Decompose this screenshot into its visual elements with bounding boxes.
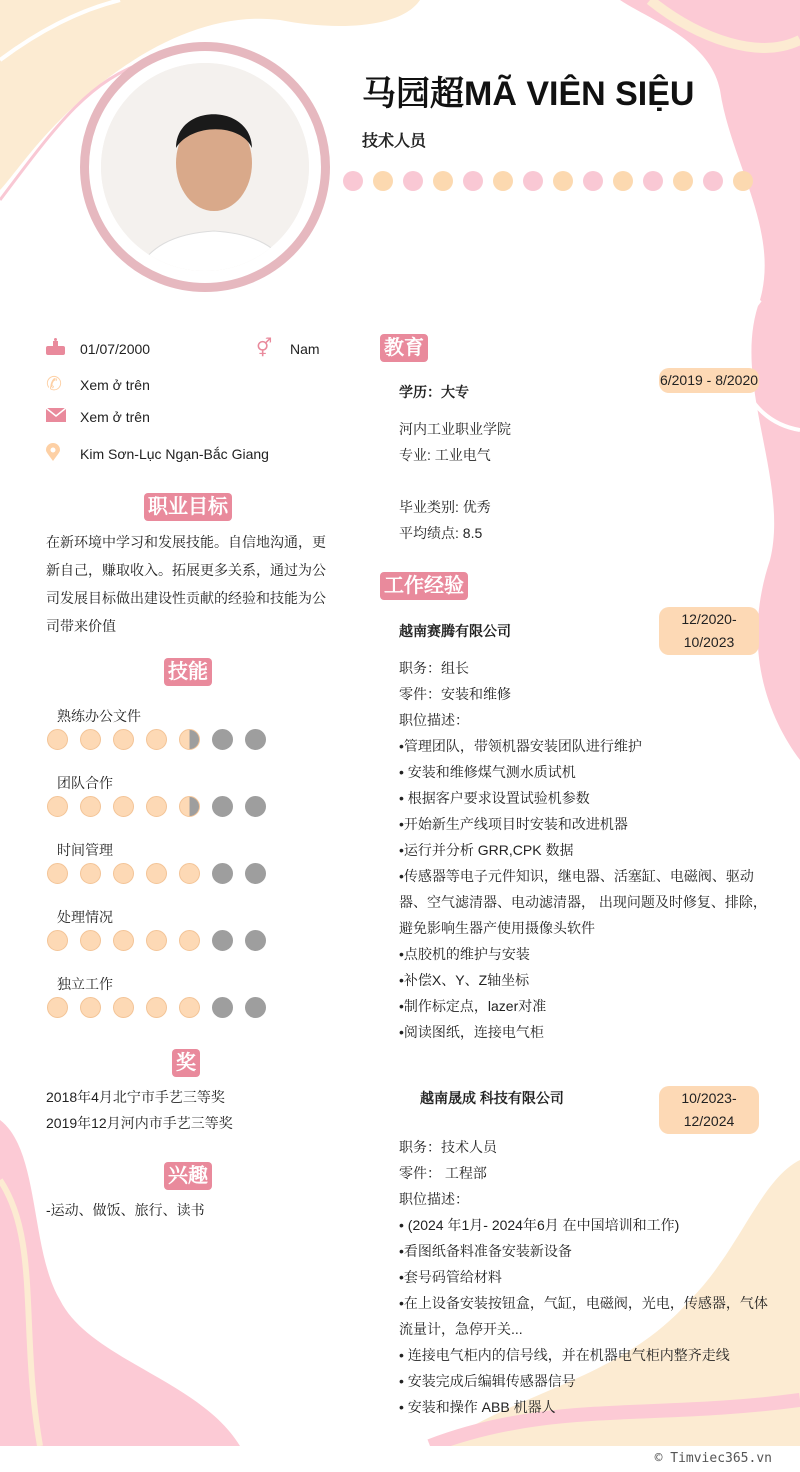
skill-dot [146,796,167,817]
skill-dot [47,997,68,1018]
phone-value: Xem ở trên [80,376,150,393]
skill-dot [245,997,266,1018]
skill-dot [179,997,200,1018]
footer [0,1446,800,1472]
job-line: •补偿X、Y、Z轴坐标 [399,972,530,988]
skill-dot [80,729,101,750]
experience-heading: 工作经验 [380,572,468,600]
job-company: 越南晟成 科技有限公司 [420,1090,564,1106]
job-line: •阅读图纸，连接电气柜 [399,1024,544,1040]
profile-photo [80,42,330,292]
skill-dot [80,997,101,1018]
job-description [399,655,769,1045]
awards-heading: 奖 [172,1049,200,1077]
dob-value: 01/07/2000 [80,340,151,357]
skill-label: 处理情况 [57,909,113,925]
award-item: 2019年12月河内市手艺三等奖 [46,1115,233,1131]
skill-dot [80,796,101,817]
skill-dot [146,930,167,951]
skill-dot [47,863,68,884]
skill-rating [47,997,266,1018]
skill-dot [179,930,200,951]
skill-dot [212,863,233,884]
phone-row [46,373,150,396]
skill-dot [179,796,200,817]
job-line: • 安装完成后编辑传感器信号 [399,1373,576,1389]
job-description [399,1134,769,1420]
skill-dot [245,729,266,750]
gender-value: Nam [290,340,320,357]
job-company: 越南赛腾有限公司 [399,623,511,639]
skill-label: 独立工作 [57,976,113,992]
skills-heading: 技能 [164,658,212,686]
hobbies-heading: 兴趣 [164,1162,212,1190]
address-row [46,443,269,464]
job-line: •套号码管给材料 [399,1269,502,1285]
skill-dot [80,930,101,951]
job-line: 职务：组长 [399,660,469,676]
skill-dot [245,796,266,817]
skill-dot [212,930,233,951]
education-grade: 毕业类别: 优秀 [399,499,491,515]
job-line: •看图纸备料准备安装新设备 [399,1243,572,1259]
skill-dot [113,997,134,1018]
skill-dot [113,796,134,817]
job-line: •开始新生产线项目时安装和改进机器 [399,816,628,832]
job-line: •运行并分析 GRR,CPK 数据 [399,842,574,858]
skill-dot [113,729,134,750]
job-line: • (2024 年1月- 2024年6月 在中国培训和工作) [399,1217,680,1233]
skill-rating [47,796,266,817]
footer-credit: © Timviec365.vn [654,1451,772,1466]
candidate-role: 技术人员 [362,133,427,150]
mail-icon [46,408,80,425]
gender-row [256,338,320,359]
skill-dot [146,863,167,884]
skill-rating [47,930,266,951]
job-line: •制作标定点，lazer对准 [399,998,547,1014]
job-line: •传感器等电子元件知识，继电器、活塞缸、电磁阀、驱动器、空气滤清器、电动滤清器， 出现问题及时修复、排除，避免影响生器产使用摄像头软件 [399,868,767,936]
job-line: 职位描述： [399,1191,469,1207]
skill-dot [80,863,101,884]
skill-dot [47,729,68,750]
education-major: 专业: 工业电气 [399,447,491,463]
job-line: • 安装和操作 ABB 机器人 [399,1399,556,1415]
skill-label: 熟练办公文件 [57,708,141,724]
education-gpa: 平均绩点: 8.5 [399,525,483,541]
skill-dot [212,997,233,1018]
email-value: Xem ở trên [80,408,150,425]
education-date: 6/2019 - 8/2020 [659,368,759,393]
job-line: •管理团队，带领机器安装团队进行维护 [399,738,642,754]
skill-rating [47,729,266,750]
dob-row [46,338,150,359]
job-line: •在上设备安装按钮盒，气缸，电磁阀，光电，传感器，气体流量计，急停开关... [399,1295,768,1337]
job-line: 职务：技术人员 [399,1139,497,1155]
skill-dot [146,729,167,750]
job-line: •点胶机的维护与安装 [399,946,530,962]
email-row [46,408,150,425]
education-heading: 教育 [380,334,428,362]
skill-dot [113,930,134,951]
job-line: • 安装和维修煤气测水质试机 [399,764,576,780]
candidate-name: 马园超MÃ VIÊN SIỆU [362,75,695,113]
skill-dot [245,863,266,884]
education-degree: 学历：大专 [399,384,469,400]
skill-label: 团队合作 [57,775,113,791]
job-line: 零件： 工程部 [399,1165,487,1181]
phone-icon: ✆ [46,374,62,395]
decorative-dots [343,171,753,191]
job-line: • 根据客户要求设置试验机参数 [399,790,590,806]
skill-dot [47,796,68,817]
award-item: 2018年4月北宁市手艺三等奖 [46,1089,225,1105]
skill-dot [179,729,200,750]
hobbies-text: -运动、做饭、旅行、读书 [46,1202,205,1218]
skill-dot [47,930,68,951]
objective-text: 在新环境中学习和发展技能。自信地沟通，更新自己，赚取收入。拓展更多关系，通过为公司发展目标做出建设性贡献的经验和技能为公司带来价值 [46,534,326,634]
birthday-cake-icon [46,338,80,359]
job-date: 12/2020-10/2023 [659,607,759,655]
skill-dot [212,729,233,750]
skill-dot [245,930,266,951]
education-school: 河内工业职业学院 [399,421,511,437]
skill-rating [47,863,266,884]
job-line: • 连接电气柜内的信号线，并在机器电气柜内整齐走线 [399,1347,730,1363]
skill-label: 时间管理 [57,842,113,858]
skill-dot [113,863,134,884]
job-date: 10/2023-12/2024 [659,1086,759,1134]
skill-dot [146,997,167,1018]
address-value: Kim Sơn-Lục Ngạn-Bắc Giang [80,445,269,462]
job-line: 零件：安装和维修 [399,686,511,702]
objective-heading: 职业目标 [144,493,232,521]
skill-dot [212,796,233,817]
gender-icon: ⚥ [256,338,273,358]
location-pin-icon [46,443,80,464]
skill-dot [179,863,200,884]
job-line: 职位描述： [399,712,469,728]
